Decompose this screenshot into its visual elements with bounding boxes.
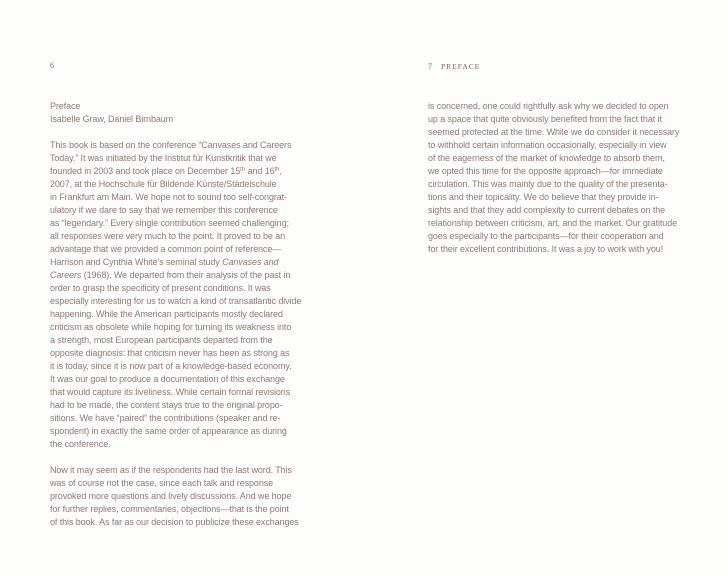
text-line: in Frankfurt am Main. We hope not to sound too self-congrat- xyxy=(50,192,287,202)
right-page-header xyxy=(428,62,480,71)
right-page-number: 7 xyxy=(428,62,432,71)
text-line: 2007, at the Hochschule für Bildende Künste/Städelschule xyxy=(50,179,277,189)
text-line: was of course not the case, since each talk and response xyxy=(50,478,274,488)
text-line: provoked more questions and lively discussions. And we hope xyxy=(50,491,292,501)
text-line: Careers (1968). We departed from their analysis of the past in xyxy=(50,270,291,280)
text-line: that would capture its liveliness. While certain formal revisions xyxy=(50,387,291,397)
text-line: for their excellent contributions. It was a joy to work with you! xyxy=(428,244,664,254)
text-line: opposite diagnosis: that criticism never has been as strong as xyxy=(50,348,290,358)
text-line: criticism as obsolete while hoping for turning its weakness into xyxy=(50,322,292,332)
text-line: had to be made, the content stays true to the original propo- xyxy=(50,400,283,410)
left-page-body xyxy=(50,139,340,529)
text-line: Today.” It was initiated by the Institut für Kunstkritik that we xyxy=(50,153,277,163)
right-page-body xyxy=(428,100,718,256)
text-line: of this book. As far as our decision to publicize these exchanges xyxy=(50,517,299,527)
text-line: it is today, since it is now part of a knowledge-based economy. xyxy=(50,361,292,371)
text-line: Harrison and Cynthia White’s seminal study Canvases and xyxy=(50,257,279,267)
text-line: circulation. This was mainly due to the quality of the presenta- xyxy=(428,179,668,189)
right-page-text xyxy=(428,100,718,256)
text-line: spondent) in exactly the same order of appearance as during xyxy=(50,426,287,436)
text-line: happening. While the American participants mostly declared xyxy=(50,309,283,319)
italic-text: Canvases and xyxy=(222,257,279,267)
text-line: the conference. xyxy=(50,439,111,449)
text-line: up a space that quite obviously benefited from the fact that it xyxy=(428,114,662,124)
preface-heading xyxy=(50,100,340,126)
heading-lines xyxy=(50,100,340,126)
left-page-text xyxy=(50,100,340,529)
text-line: sights and that they add complexity to current debates on the xyxy=(428,205,666,215)
body-paragraph xyxy=(50,464,340,529)
text-line: order to grasp the specificity of present conditions. It was xyxy=(50,283,271,293)
text-line: founded in 2003 and took place on December 15th and 16th, xyxy=(50,166,282,176)
text-line: advantage that we provided a common point of reference— xyxy=(50,244,282,254)
text-line: for further replies, commentaries, objections—that is the point xyxy=(50,504,289,514)
italic-text: Careers xyxy=(50,270,82,280)
text-line: relationship between criticism, art, and the market. Our gratitude xyxy=(428,218,678,228)
text-line: to withhold certain information occasionally, especially in view xyxy=(428,140,667,150)
superscript-text: th xyxy=(274,167,280,173)
text-line: Preface xyxy=(50,101,81,111)
text-line: goes especially to the participants—for their cooperation and xyxy=(428,231,664,241)
text-line: all responses were very much to the point. It proved to be an xyxy=(50,231,286,241)
text-line: of the eagerness of the market of knowledge to absorb them, xyxy=(428,153,665,163)
text-line: is concerned, one could rightfully ask why we decided to open xyxy=(428,101,669,111)
text-line: especially interesting for us to watch a kind of transatlantic divide xyxy=(50,296,302,306)
text-line: ulatory if we dare to say that we remember this conference xyxy=(50,205,278,215)
superscript-text: th xyxy=(240,167,246,173)
text-line: Now it may seem as if the respondents had the last word. This xyxy=(50,465,292,475)
left-page-number: 6 xyxy=(50,61,54,70)
text-line: sitions. We have “paired” the contributions (speaker and re- xyxy=(50,413,281,423)
text-line: It was our goal to produce a documentation of this exchange xyxy=(50,374,285,384)
running-title: PREFACE xyxy=(441,62,481,71)
text-line: Isabelle Graw, Daniel Birnbaum xyxy=(50,114,174,124)
body-paragraph xyxy=(428,100,718,256)
text-line: we opted this time for the opposite approach—for immediate xyxy=(428,166,663,176)
body-paragraph xyxy=(50,139,340,451)
text-line: This book is based on the conference “Canvases and Careers xyxy=(50,140,292,150)
text-line: a strength, most European participants departed from the xyxy=(50,335,273,345)
text-line: tions and their topicality. We do believe that they provide in- xyxy=(428,192,659,202)
text-line: seemed protected at the time. While we do consider it necessary xyxy=(428,127,680,137)
text-line: as “legendary.” Every single contribution seemed challenging; xyxy=(50,218,289,228)
